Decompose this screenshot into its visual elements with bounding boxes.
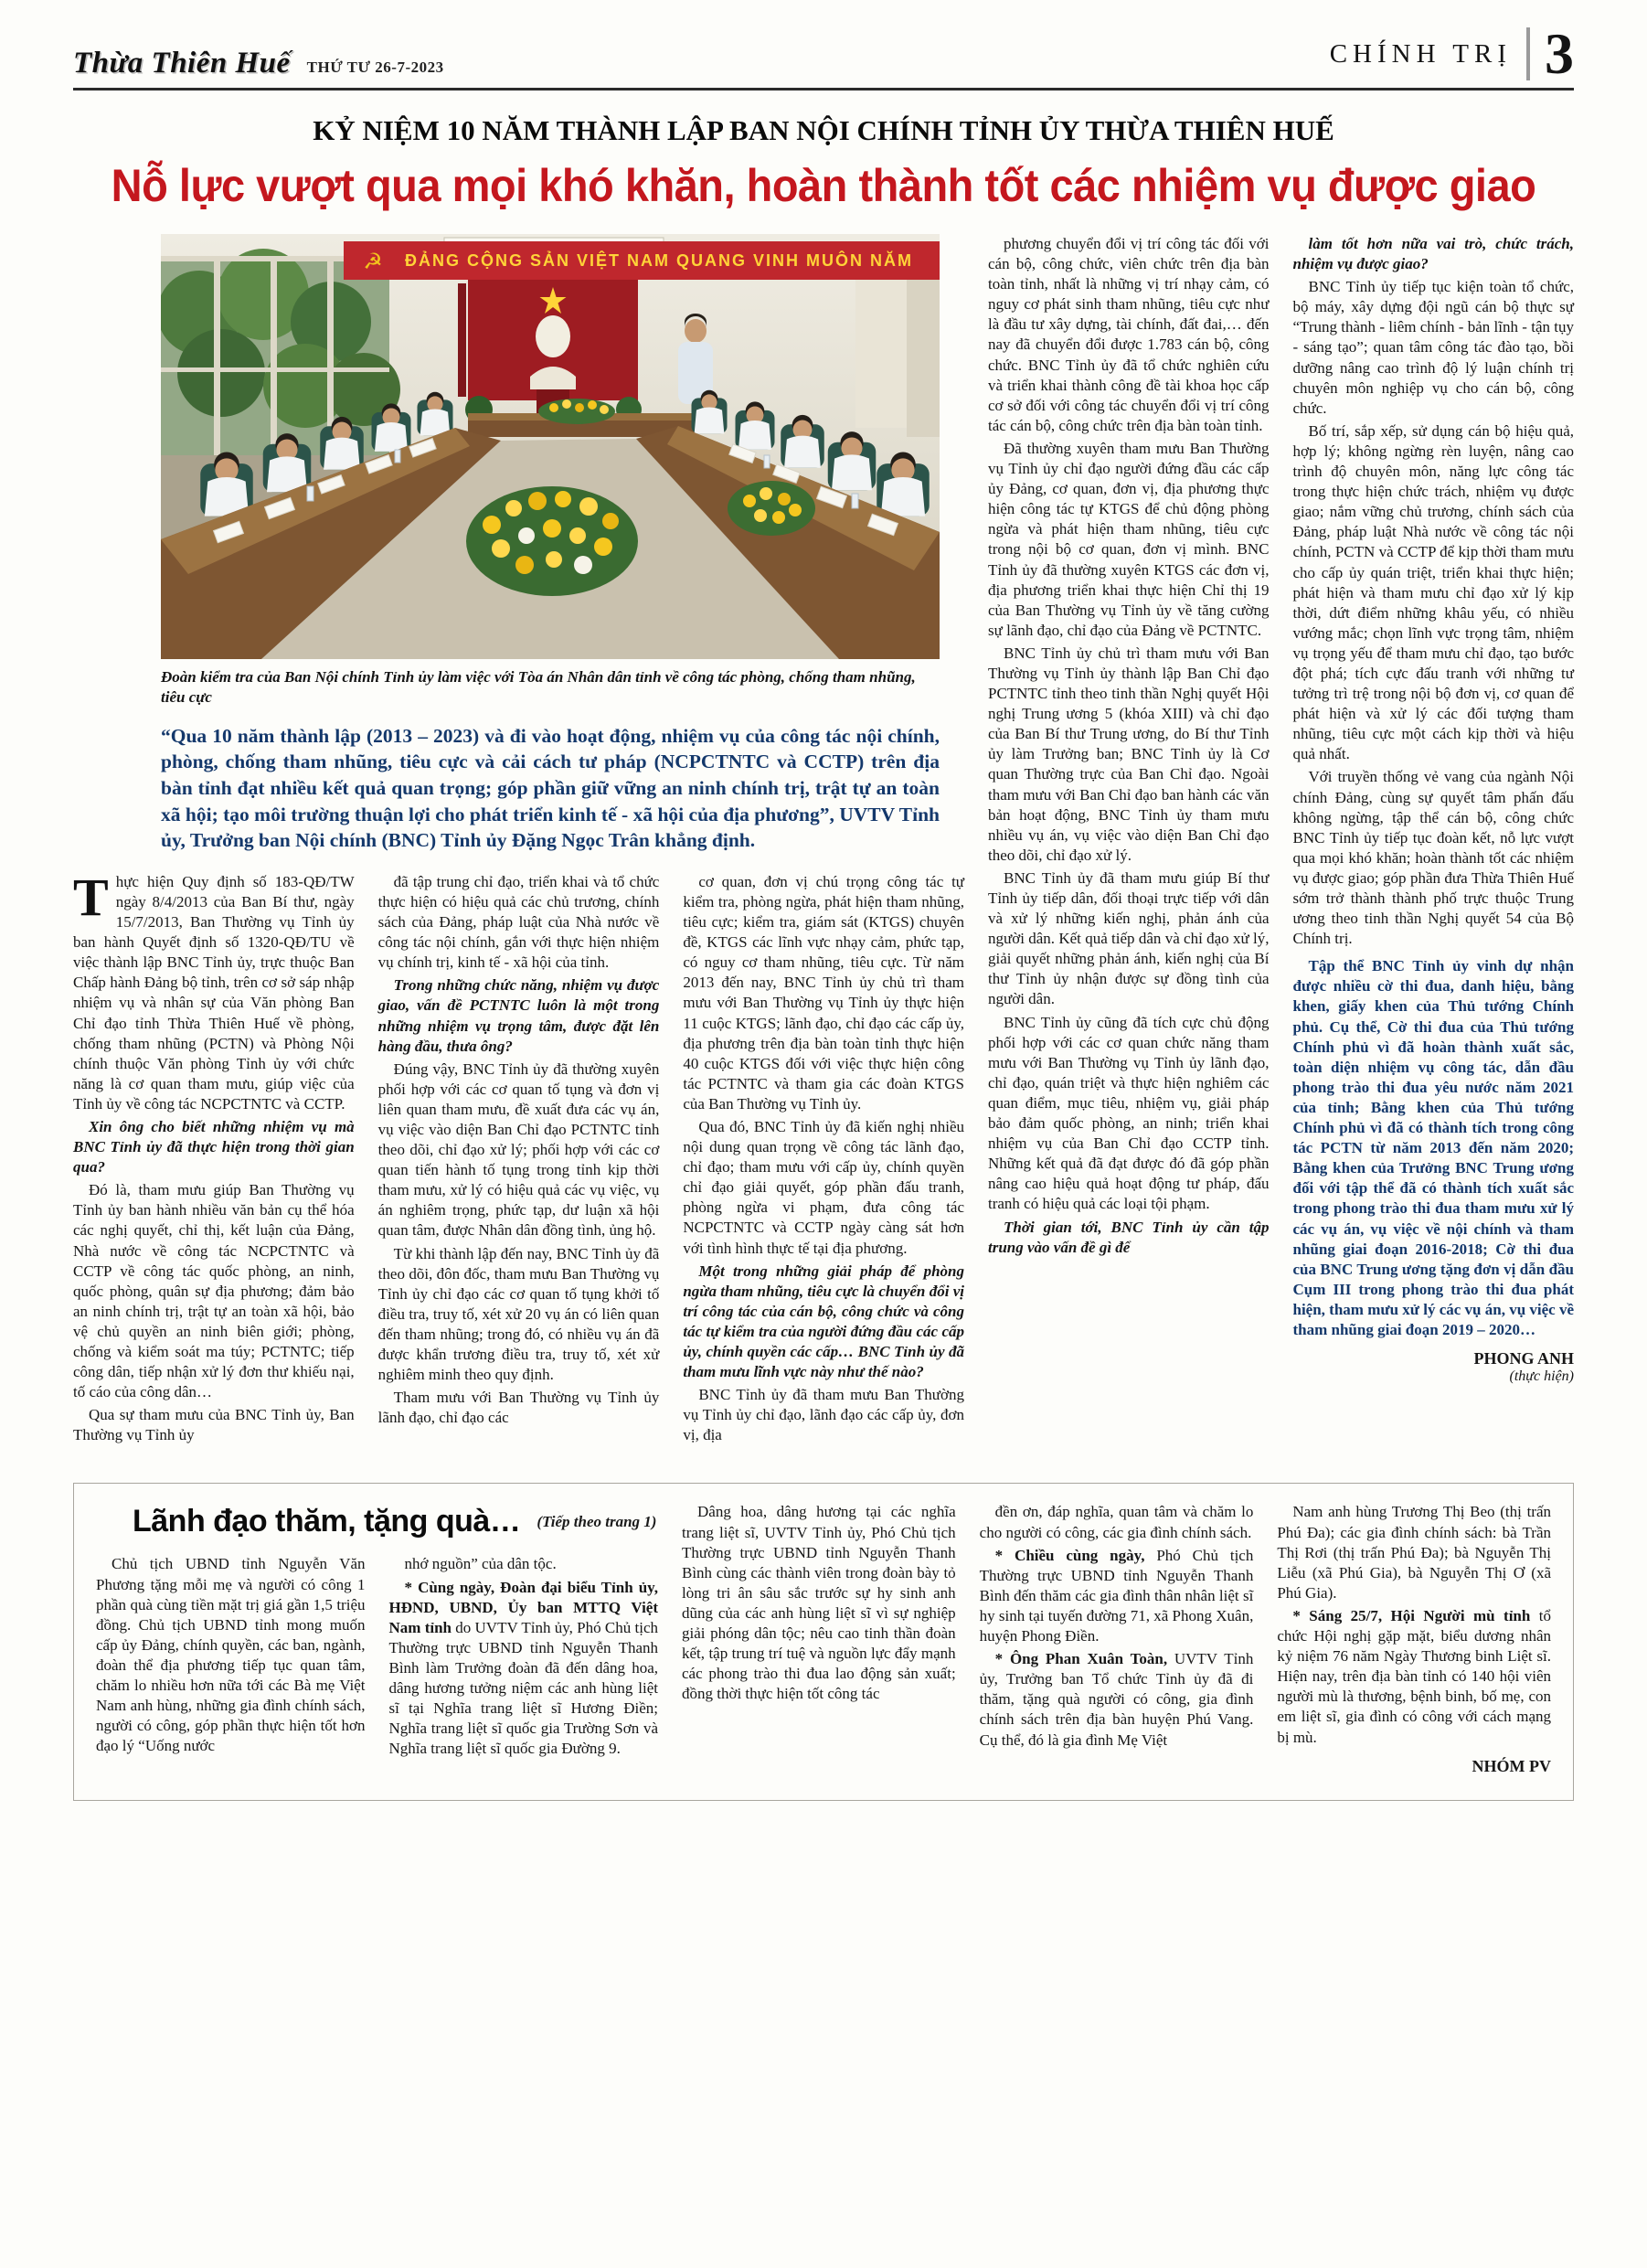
bottom-columns-left <box>96 1554 658 1762</box>
article-columns-right <box>988 234 1574 1448</box>
paragraph: Tham mưu với Ban Thường vụ Tỉnh ủy lãnh đạo, chỉ đạo các <box>377 1389 660 1427</box>
bottom-column-5-text <box>1277 1502 1551 1747</box>
paragraph: BNC Tỉnh ủy cũng đã tích cực chủ động phối hợp với các cơ quan chức năng tham mưu với Ban Thường vụ Tỉnh ủy lãnh đạo, chỉ đạo, quán triệt và thực hiện nghiêm các quan điểm, mục tiêu, nhiệm vụ, giải pháp bảo đảm quốc phòng, an ninh; triển khai nhiệm vụ của Ban Chỉ đạo CCTP tỉnh. Những kết quả đã đạt được đó đã góp phần nâng cao hiệu quả hoạt động tư pháp, đấu tranh có hiệu quả các loại tội phạm. <box>988 1013 1270 1213</box>
paragraph: * Cùng ngày, Đoàn đại biểu Tỉnh ủy, HĐND, UBND, Ủy ban MTTQ Việt Nam tỉnh do UVTV Tỉnh ủy, Phó Chủ tịch Thường trực UBND tỉnh Nguyễn Thanh Bình làm Trưởng đoàn đã đến dâng hoa, dâng hương tưởng niệm các anh hùng liệt sĩ tại Nghĩa trang liệt sĩ Hương Điền; Nghĩa trang liệt sĩ quốc gia Trường Sơn và Nghĩa trang liệt sĩ quốc gia Đường 9. <box>388 1578 658 1758</box>
article-column-5 <box>1293 234 1575 1448</box>
paragraph: Thời gian tới, BNC Tỉnh ủy cần tập trung vào vấn đề gì để <box>988 1218 1270 1256</box>
section-label: CHÍNH TRỊ <box>1329 38 1512 69</box>
paragraph: cơ quan, đơn vị chú trọng công tác tự kiểm tra, phòng ngừa, phát hiện tham nhũng, tiêu cực; kiểm tra, giám sát (KTGS) chuyên đề, KTGS các lĩnh vực nhạy cảm, phức tạp, có nguy cơ tham nhũng, tiêu cực. Từ năm 2013 đến nay, BNC Tỉnh ủy chủ trì tham mưu với Ban Thường vụ Tỉnh ủy thực hiện 11 cuộc KTGS; lãnh đạo, chỉ đạo các cấp ủy, địa phương trên địa bàn toàn tỉnh thực hiện 40 cuộc KTGS đối với việc thực hiện công tác PCTNTC và tham gia các đoàn KTGS của Ban Thường vụ Tỉnh ủy. <box>683 872 965 1113</box>
bottom-column-4 <box>980 1502 1254 1775</box>
paragraph: phương chuyển đổi vị trí công tác đối với cán bộ, công chức, viên chức trên địa bàn toàn tỉnh, nhất là những vị trí nhạy cảm, có nguy cơ phát sinh tham nhũng, tiêu cực như là đầu tư xây dựng, tài chính, đất đai,… đến nay đã chuyển đổi được 1.783 cán bộ, công chức. BNC Tỉnh ủy đã tổ chức nghiên cứu và triển khai thành công đề tài khoa học cấp cơ sở đối với công tác chuyển đổi vị trí công tác cán bộ, công chức trên địa bàn toàn tỉnh. <box>988 235 1270 434</box>
masthead-group <box>73 47 444 80</box>
page-header <box>73 20 1574 91</box>
continuation-note: (Tiếp theo trang 1) <box>537 1512 657 1530</box>
bottom-columns-right <box>682 1502 1551 1775</box>
paragraph: Từ khi thành lập đến nay, BNC Tỉnh ủy đã theo dõi, đôn đốc, tham mưu Ban Thường vụ Tỉnh ủy chỉ đạo các cơ quan tố tụng khởi tố điều tra, truy tố, xét xử 20 vụ án có liên quan đến tham nhũng; trong đó, có nhiều vụ án đã được khẩn trương điều tra, truy tố, xét xử nghiêm minh theo quy định. <box>377 1244 660 1384</box>
bottom-column-3 <box>682 1502 956 1775</box>
paragraph: Bố trí, sắp xếp, sử dụng cán bộ hiệu quả, hợp lý; không ngừng rèn luyện, nâng cao trình độ chuyên môn, năng lực công tác trong thực hiện chức trách, nhiệm vụ được giao; nắm vững chủ trương, chính sách của Đảng, pháp luật Nhà nước về công tác nội chính, PCTN và CCTP để kịp thời tham mưu cho cấp ủy quán triệt, triển khai thực hiện; phát hiện và tham mưu chỉ đạo xử lý kịp thời, dứt điểm những khâu yếu, có nhiều vướng mắc; chọn lĩnh vực trọng tâm, nhiệm vụ trọng yếu để tham mưu chỉ đạo, tạo bước đột phá; tích cực đấu tranh với những tư tưởng trì trệ trong nội bộ đơn vị, cơ quan để phát hiện và xử lý các đối tượng tham nhũng, tiêu cực một cách kịp thời và hiệu quả nhất. <box>1292 421 1574 763</box>
article-columns-left <box>73 867 965 1449</box>
meeting-photo-illustration <box>161 234 940 659</box>
paragraph: đền ơn, đáp nghĩa, quan tâm và chăm lo cho người có công, các gia đình chính sách. <box>979 1503 1254 1541</box>
paragraph: Qua sự tham mưu của BNC Tỉnh ủy, Ban Thường vụ Tỉnh ủy <box>73 1406 355 1444</box>
paragraph: Dâng hoa, dâng hương tại các nghĩa trang liệt sĩ, UVTV Tỉnh ủy, Phó Chủ tịch Thường trực UBND tỉnh Nguyễn Thanh Bình cùng các thành viên trong đoàn bày tỏ lòng tri ân sâu sắc trước sự hy sinh anh dũng của các anh hùng liệt sĩ vì sự nghiệp giải phóng dân tộc; nêu cao tinh thần đoàn kết, tập trung trí tuệ và nguồn lực đẩy mạnh các phong trào thi đua lao động sản xuất; đồng thời thực hiện tốt công tác <box>682 1503 956 1703</box>
article-column-2 <box>378 872 660 1449</box>
article-kicker: KỶ NIỆM 10 NĂM THÀNH LẬP BAN NỘI CHÍNH TỈNH ỦY THỪA THIÊN HUẾ <box>313 114 1334 146</box>
main-article <box>73 234 1574 1448</box>
article-left-block <box>73 234 964 1448</box>
article-byline-note: (thực hiện) <box>1509 1368 1574 1385</box>
paragraph: * Chiều cùng ngày, Phó Chủ tịch Thường trực UBND tỉnh Nguyễn Thanh Bình đến thăm các gia đình thân nhân liệt sĩ hy sinh tại tuyến đường 71, xã Phong Xuân, huyện Phong Điền. <box>979 1546 1254 1645</box>
paragraph: * Sáng 25/7, Hội Người mù tỉnh tổ chức Hội nghị gặp mặt, biểu dương nhân kỷ niệm 76 năm Ngày Thương binh Liệt sĩ. Hiện nay, trên địa bàn tỉnh có 140 hội viên người mù là thương, bệnh binh, bố mẹ, con em liệt sĩ, gia đình có công với cách mạng bị mù. <box>1277 1606 1552 1746</box>
paragraph: Tập thể BNC Tỉnh ủy vinh dự nhận được nhiều cờ thi đua, danh hiệu, bằng khen, giấy khen của Thủ tướng Chính phủ. Cụ thể, Cờ thi đua của Thủ tướng Chính phủ vì đã hoàn thành xuất sắc, toàn diện nhiệm vụ công tác, dẫn đầu phong trào thi đua yêu nước năm 2021 của tỉnh; Bằng khen của Thủ tướng Chính phủ vì đã có thành tích trong công tác PCTN từ năm 2013 đến năm 2020; Bằng khen của Trưởng BNC Trung ương đối với tập thể đã có thành tích xuất sắc trong phong trào thi đua tham mưu xử lý các vụ án, vụ việc về nội chính và tham nhũng giai đoạn 2016-2018; Cờ thi đua của BNC Trung ương tặng đơn vị dẫn đầu Cụm III trong phong trào thi đua phát hiện, tham mưu xử lý các vụ án, vụ việc về tham nhũng giai đoạn 2019 – 2020… <box>1292 957 1575 1338</box>
article-column-4 <box>988 234 1270 1448</box>
paragraph: Nam anh hùng Trương Thị Beo (thị trấn Phú Đa); các gia đình chính sách: bà Trần Thị Rơi (thị trấn Phú Đa); bà Nguyễn Thị Liễu (xã Phú Gia), bà Nguyễn Thị Ơ (xã Phú Gia). <box>1277 1503 1552 1602</box>
paragraph: làm tốt hơn nữa vai trò, chức trách, nhiệm vụ được giao? <box>1292 235 1574 273</box>
bottom-article-title: Lãnh đạo thăm, tặng quà… <box>133 1504 521 1539</box>
photo-caption: Đoàn kiểm tra của Ban Nội chính Tỉnh ủy làm việc với Tòa án Nhân dân tỉnh về công tác phòng, chống tham nhũng, tiêu cực <box>161 668 916 707</box>
newspaper-masthead: Thừa Thiên Huế <box>73 47 291 80</box>
paragraph: BNC Tỉnh ủy tiếp tục kiện toàn tổ chức, bộ máy, xây dựng đội ngũ cán bộ thực sự “Trung thành - liêm chính - bản lĩnh - tận tụy - sáng tạo”; quan tâm công tác đào tạo, bồi dưỡng nâng cao trình độ lý luận chính trị chuyên môn nghiệp vụ cho cán bộ, công chức. <box>1292 278 1574 417</box>
paragraph: BNC Tỉnh ủy đã tham mưu Ban Thường vụ Tỉnh ủy chỉ đạo, lãnh đạo các cấp ủy, đơn vị, địa <box>683 1386 965 1444</box>
wall-panel <box>907 254 940 437</box>
article-column-3 <box>683 872 964 1449</box>
paragraph: BNC Tỉnh ủy đã tham mưu giúp Bí thư Tỉnh ủy tiếp dân, đối thoại trực tiếp với dân và xử lý những kiến nghị, phản ánh của người dân. Kết quả tiếp dân và chỉ đạo xử lý, giải quyết những phản ánh, kiến nghị của Bí thư Tỉnh ủy nhận được sự đồng tình của người dân. <box>988 868 1270 1008</box>
party-banner <box>344 241 940 280</box>
hammer-sickle-icon: ☭ <box>363 250 383 274</box>
bottom-byline: NHÓM PV <box>1472 1756 1552 1775</box>
banner-text: ĐẢNG CỘNG SẢN VIỆT NAM QUANG VINH MUÔN NĂM <box>405 251 913 270</box>
bottom-article-header <box>133 1504 658 1539</box>
paragraph: Đã thường xuyên tham mưu Ban Thường vụ Tỉnh ủy chỉ đạo người đứng đầu các cấp ủy Đảng, cơ quan, đơn vị, địa phương thực hiện công tác tự KTGS để chủ động phòng ngừa và phát hiện tham nhũng, tiêu cực trong nội bộ cơ quan, đơn vị mình. BNC Tỉnh ủy đã thường xuyên KTGS các đơn vị, địa phương triển khai thực hiện Chỉ thị 19 của Ban Thường vụ Tỉnh ủy về tăng cường sự lãnh đạo, chỉ đạo của Đảng về PCTNTC. <box>988 439 1270 639</box>
paragraph: Trong những chức năng, nhiệm vụ được giao, vấn đề PCTNTC luôn là một trong những nhiệm vụ trọng tâm, được đặt lên hàng đầu, thưa ông? <box>377 976 660 1055</box>
bottom-article-left <box>96 1502 658 1775</box>
article-photo <box>161 234 940 659</box>
bottom-column-5 <box>1277 1502 1551 1775</box>
paragraph: Xin ông cho biết những nhiệm vụ mà BNC Tỉnh ủy đã thực hiện trong thời gian qua? <box>73 1117 355 1177</box>
paragraph: BNC Tỉnh ủy chủ trì tham mưu với Ban Thường vụ Tỉnh ủy thành lập Ban Chỉ đạo PCTNTC tỉnh theo tinh thần Nghị quyết Hội nghị Trung ương 5 (khóa XIII) và chỉ đạo của Ban Bí thư Trung ương, do Bí thư Tỉnh ủy làm Trưởng ban; BNC Tỉnh ủy là Cơ quan Thường trực của Ban Chỉ đạo. Ngoài tham mưu với Ban Chỉ đạo ban hành các văn bản hoạt động, BNC Tỉnh ủy tham mưu nhiều vụ án, vụ việc vào diện Ban Chỉ đạo theo dõi, chỉ đạo xử lý. <box>988 644 1270 864</box>
article-column-5-text <box>1293 234 1575 1340</box>
paragraph: Chủ tịch UBND tỉnh Nguyễn Văn Phương tặng mỗi mẹ và người có công 1 phần quà cùng tiền mặt trị giá gần 1,5 triệu đồng. Chủ tịch UBND tỉnh mong muốn cấp ủy Đảng, chính quyền, các ban, ngành, đoàn thể địa phương tiếp tục quan tâm, chăm lo nhiều hơn nữa tới các Bà mẹ Việt Nam anh hùng, những gia đình chính sách, người có công, góp phần thực hiện tốt hơn đạo lý “Uống nước <box>96 1555 366 1755</box>
issue-date: THỨ TƯ 26-7-2023 <box>306 59 444 76</box>
wall-column <box>855 254 907 428</box>
page-number: 3 <box>1545 20 1574 86</box>
section-group <box>1329 20 1574 86</box>
paragraph: Một trong những giải pháp để phòng ngừa tham nhũng, tiêu cực là chuyển đổi vị trí công tác của cán bộ, công chức và công tác tự kiểm tra của người đứng đầu các cấp ủy, chính quyền các cấp… BNC Tỉnh ủy đã tham mưu lĩnh vực này như thế nào? <box>683 1262 965 1381</box>
paragraph: Đó là, tham mưu giúp Ban Thường vụ Tỉnh ủy ban hành nhiều văn bản cụ thể hóa các nghị quyết, chỉ thị, kết luận của Đảng, Nhà nước về công tác NCPCTNTC và CCTP về công tác quốc phòng, an ninh, quốc phòng, quân sự địa phương; đảm bảo an ninh chính trị, trật tự an toàn xã hội, bảo vệ chủ quyền an ninh biên giới; phòng, chống và kiểm soát ma túy; PCTNTC; tiếp công dân, tiếp nhận xử lý đơn thư khiếu nại, tố cáo của công dân… <box>73 1181 355 1401</box>
paragraph: Thực hiện Quy định số 183-QĐ/TW ngày 8/4/2013 của Ban Bí thư, ngày 15/7/2013, Ban Thường vụ Tỉnh ủy ban hành Quyết định số 1320-QĐ/TU về việc thành lập BNC Tỉnh ủy, trực thuộc Ban Chấp hành Đảng bộ tỉnh, trên cơ sở sáp nhập nhiệm vụ và nhân sự của Văn phòng Ban Chỉ đạo tỉnh Thừa Thiên Huế về phòng, chống tham nhũng (PCTN) và Phòng Nội chính thuộc Văn phòng Tỉnh ủy với chức năng là cơ quan tham mưu, giúp việc của Tỉnh ủy về công tác NCPCTNTC và CCTP. <box>73 867 355 1113</box>
bottom-article <box>73 1483 1574 1800</box>
paragraph: nhớ nguồn” của dân tộc. <box>404 1555 557 1573</box>
paragraph: đã tập trung chỉ đạo, triển khai và tổ chức thực hiện có hiệu quả các chủ trương, chính sách của Đảng, pháp luật của Nhà nước về công tác nội chính, gắn với thực hiện nhiệm vụ chính trị, kinh tế - xã hội của tỉnh. <box>377 872 660 972</box>
paragraph: Với truyền thống vẻ vang của ngành Nội chính Đảng, cùng sự quyết tâm phấn đấu không ngừng, tập thể cán bộ, công chức BNC Tỉnh ủy tiếp tục đoàn kết, nỗ lực vượt qua mọi khó khăn; hoàn thành tốt các nhiệm vụ được giao; góp phần đưa Thừa Thiên Huế sớm trở thành thành phố trực thuộc Trung ương theo tinh thần Nghị quyết 54 của Bộ Chính trị. <box>1292 768 1574 948</box>
bottom-column-1 <box>96 1554 366 1762</box>
header-divider <box>1526 27 1530 80</box>
paragraph: Đúng vậy, BNC Tỉnh ủy đã thường xuyên phối hợp với các cơ quan tố tụng và đơn vị liên quan tham mưu, đề xuất đưa các vụ án, vụ việc vào diện Ban Chỉ đạo PCTNTC tỉnh theo dõi, chỉ đạo xử lý; phối hợp với các cơ quan tiến hành tố tụng trong tỉnh kịp thời tham mưu, xử lý có hiệu quả các vụ việc, vụ án nghiêm trọng, phức tạp, dư luận xã hội quan tâm, được Nhân dân đồng tình, ủng hộ. <box>377 1059 660 1240</box>
paragraph: * Ông Phan Xuân Toàn, UVTV Tỉnh ủy, Trưởng ban Tổ chức Tỉnh ủy đã đi thăm, tặng quà người có công, gia đình chính sách trên địa bàn huyện Phú Vang. Cụ thể, đó là gia đình Mẹ Việt <box>979 1650 1254 1749</box>
article-lede: “Qua 10 năm thành lập (2013 – 2023) và đi vào hoạt động, nhiệm vụ của công tác nội chính, phòng, chống tham nhũng, tiêu cực và cải cách tư pháp (NCPCTNTC và CCTP) trên địa bàn tỉnh đạt nhiều kết quả quan trọng; góp phần giữ vững an ninh chính trị, trật tự an toàn xã hội; tạo môi trường thuận lợi cho phát triển kinh tế - xã hội của địa phương”, UVTV Tỉnh ủy, Trưởng ban Nội chính (BNC) Tỉnh ủy Đặng Ngọc Trân khẳng định. <box>161 724 940 852</box>
article-byline: PHONG ANH <box>1473 1349 1574 1368</box>
bottom-column-2 <box>389 1554 659 1762</box>
paragraph: Qua đó, BNC Tỉnh ủy đã kiến nghị nhiều nội dung quan trọng về công tác lãnh đạo, chỉ đạo; tham mưu với cấp ủy, chính quyền chỉ đạo giải quyết, góp phần đấu tranh, phòng ngừa vi phạm, đưa công tác NCPCTNTC và CCTP ngày càng sát hơn với tình hình thực tế tại địa phương. <box>683 1117 965 1257</box>
article-headline: Nỗ lực vượt qua mọi khó khăn, hoàn thành tốt các nhiệm vụ được giao <box>111 159 1536 211</box>
article-column-1 <box>73 867 355 1449</box>
